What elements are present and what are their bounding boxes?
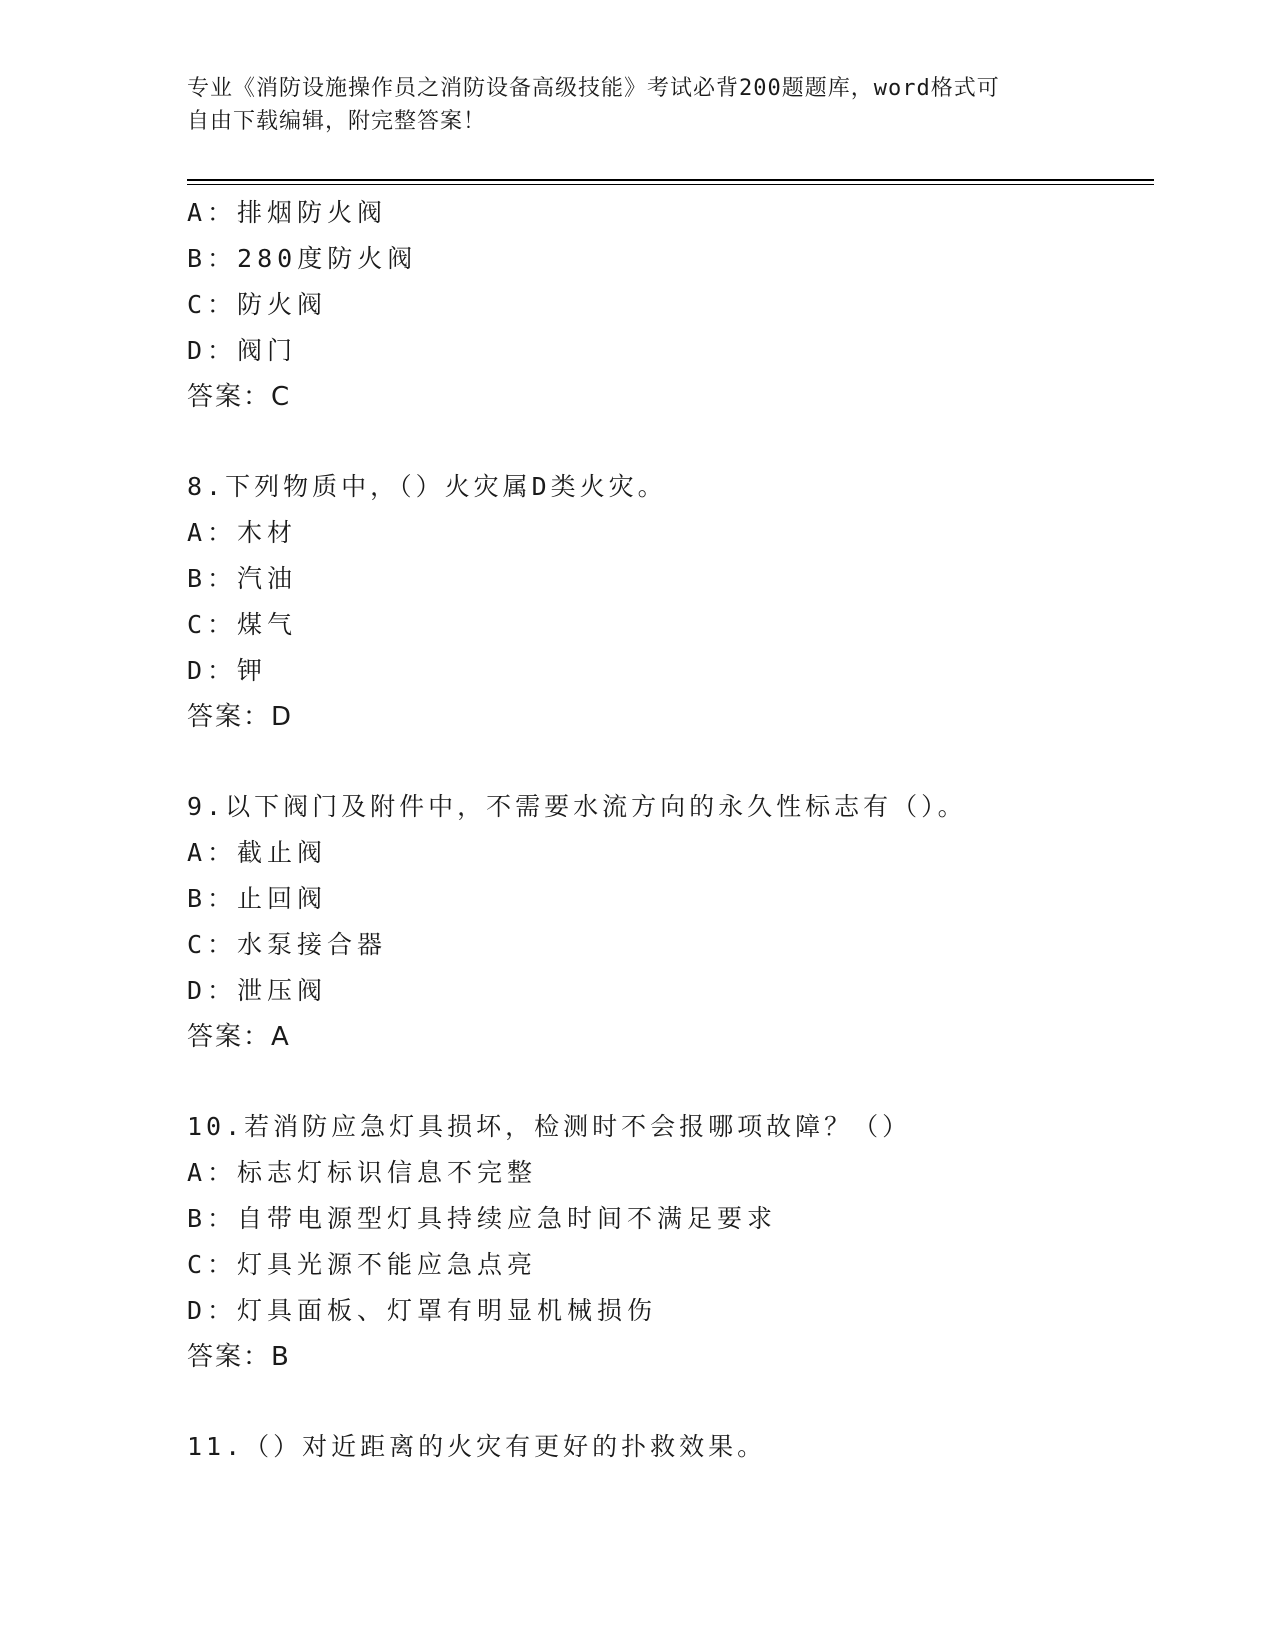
option-c: C：水泵接合器	[187, 930, 388, 959]
question-stem: 8.下列物质中，（）火灾属D类火灾。	[187, 472, 667, 501]
option-c: C：煤气	[187, 610, 298, 639]
option-c: C：灯具光源不能应急点亮	[187, 1250, 538, 1279]
answer: 答案：B	[187, 1342, 291, 1372]
option-b: B：止回阀	[187, 884, 328, 913]
header-rule-thick	[187, 179, 1154, 181]
option-b: B：汽油	[187, 564, 298, 593]
header-line-2: 自由下载编辑，附完整答案！	[187, 109, 487, 134]
option-c: C：防火阀	[187, 290, 328, 319]
spacer	[187, 1060, 1154, 1104]
option-a: A：标志灯标识信息不完整	[187, 1158, 538, 1187]
spacer	[187, 420, 1154, 464]
answer: 答案：C	[187, 382, 292, 412]
question-10	[187, 1104, 1154, 1380]
document-content	[187, 190, 1154, 1470]
answer: 答案：A	[187, 1022, 291, 1052]
option-d: D：阀门	[187, 336, 298, 365]
answer: 答案：D	[187, 702, 294, 732]
option-a: A：截止阀	[187, 838, 328, 867]
option-b: B：自带电源型灯具持续应急时间不满足要求	[187, 1204, 778, 1233]
question-stem: 9.以下阀门及附件中，不需要水流方向的永久性标志有（）。	[187, 792, 967, 821]
option-d: D：灯具面板、灯罩有明显机械损伤	[187, 1296, 658, 1325]
question-7-continued	[187, 190, 1154, 420]
option-b: B：280度防火阀	[187, 244, 418, 273]
option-a: A：排烟防火阀	[187, 198, 388, 227]
question-stem: 11.（）对近距离的火灾有更好的扑救效果。	[187, 1432, 767, 1461]
question-8	[187, 464, 1154, 740]
question-11	[187, 1424, 1154, 1470]
spacer	[187, 740, 1154, 784]
option-a: A：木材	[187, 518, 298, 547]
header-line-1: 专业《消防设施操作员之消防设备高级技能》考试必背200题题库，word格式可	[187, 76, 1000, 101]
header-rule-thin	[187, 184, 1154, 185]
document-header	[187, 72, 1087, 138]
option-d: D：钾	[187, 656, 268, 685]
question-9	[187, 784, 1154, 1060]
option-d: D：泄压阀	[187, 976, 328, 1005]
question-stem: 10.若消防应急灯具损坏，检测时不会报哪项故障？（）	[187, 1112, 912, 1141]
spacer	[187, 1380, 1154, 1424]
